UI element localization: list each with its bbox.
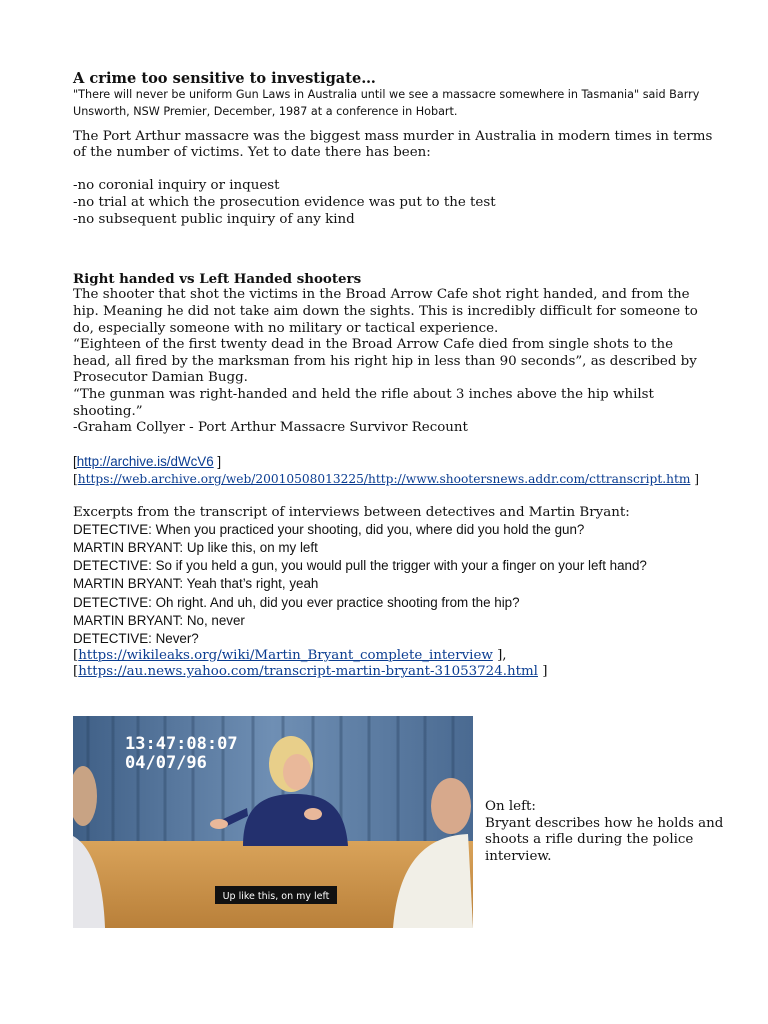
- bracket: ]: [213, 454, 222, 470]
- bracket: ],: [492, 647, 507, 663]
- wayback-link[interactable]: https://web.archive.org/web/20010508013225/http://www.shootersnews.addr.com/cttranscript.htm: [77, 472, 691, 487]
- document-body: [73, 70, 713, 681]
- no-list-item: -no trial at which the prosecution evidence was put to the test: [73, 194, 496, 210]
- transcript-line: MARTIN BRYANT: No, never: [73, 612, 245, 628]
- bugg-quote: “Eighteen of the first twenty dead in the Broad Arrow Cafe died from single shots to the head, all fired by the marksman from his right hip in less than 90 seconds”, as described by Prosecutor Damian Bugg.: [73, 337, 697, 386]
- transcript-line: DETECTIVE: Oh right. And uh, did you ever practice shooting from the hip?: [73, 594, 520, 610]
- transcript-line: DETECTIVE: When you practiced your shooting, did you, where did you hold the gun?: [73, 522, 585, 538]
- collyer-attribution: -Graham Collyer - Port Arthur Massacre Survivor Recount: [73, 420, 468, 436]
- bracket: [: [73, 472, 78, 487]
- bracket: [: [73, 454, 77, 470]
- yahoo-link-line: [73, 664, 713, 681]
- transcript-line: MARTIN BRYANT: Yeah that’s right, yeah: [73, 576, 319, 592]
- shooter-paragraph: The shooter that shot the victims in the Broad Arrow Cafe shot right handed, and from the hip. Meaning he did not take aim down the sights. This is incredibly difficult for someone to do, especially someone with no military or tactical experience.: [73, 287, 698, 336]
- caption-label: On left:: [485, 799, 536, 814]
- transcript-line: DETECTIVE: Never?: [73, 630, 199, 646]
- interview-video-still: [73, 716, 473, 928]
- bracket: ]: [537, 664, 548, 680]
- unsworth-quote: "There will never be uniform Gun Laws in Australia until we see a massacre somewhere in Tasmania" said Barry Unsworth, NSW Premier, December, 1987 at a conference in Hobart.: [73, 88, 700, 118]
- yahoo-news-link[interactable]: https://au.news.yahoo.com/transcript-martin-bryant-31053724.html: [78, 664, 538, 680]
- no-list-item: -no coronial inquiry or inquest: [73, 178, 280, 194]
- archive-link-line: [73, 453, 713, 471]
- intro-paragraph: The Port Arthur massacre was the biggest mass murder in Australia in modern times in terms of the number of victims. Yet to date there has been:: [73, 128, 713, 161]
- page-title: A crime too sensitive to investigate…: [73, 70, 376, 87]
- wikileaks-link-line: [73, 648, 713, 665]
- section-heading-shooters: Right handed vs Left Handed shooters: [73, 270, 362, 287]
- video-timecode: 13:47:08:07: [125, 734, 238, 754]
- wikileaks-link[interactable]: https://wikileaks.org/wiki/Martin_Bryant_complete_interview: [78, 647, 493, 663]
- video-subtitle: Up like this, on my left: [222, 891, 330, 902]
- bracket: [: [73, 664, 79, 680]
- bracket: ]: [690, 472, 700, 487]
- wayback-link-line: [73, 471, 713, 488]
- figure-caption: [485, 799, 755, 865]
- archive-is-link[interactable]: http://archive.is/dWcV6: [76, 454, 214, 470]
- caption-text: Bryant describes how he holds and shoots a rifle during the police interview.: [485, 815, 724, 864]
- collyer-quote: “The gunman was right-handed and held the rifle about 3 inches above the hip whilst shooting.”: [73, 386, 654, 419]
- transcript-line: MARTIN BRYANT: Up like this, on my left: [73, 540, 318, 556]
- no-list-item: -no subsequent public inquiry of any kind: [73, 211, 355, 227]
- bracket: [: [73, 647, 79, 663]
- video-date: 04/07/96: [125, 753, 207, 773]
- transcript-intro: Excerpts from the transcript of interviews between detectives and Martin Bryant:: [73, 504, 630, 520]
- transcript-line: DETECTIVE: So if you held a gun, you would pull the trigger with your a finger on your left hand?: [73, 558, 647, 574]
